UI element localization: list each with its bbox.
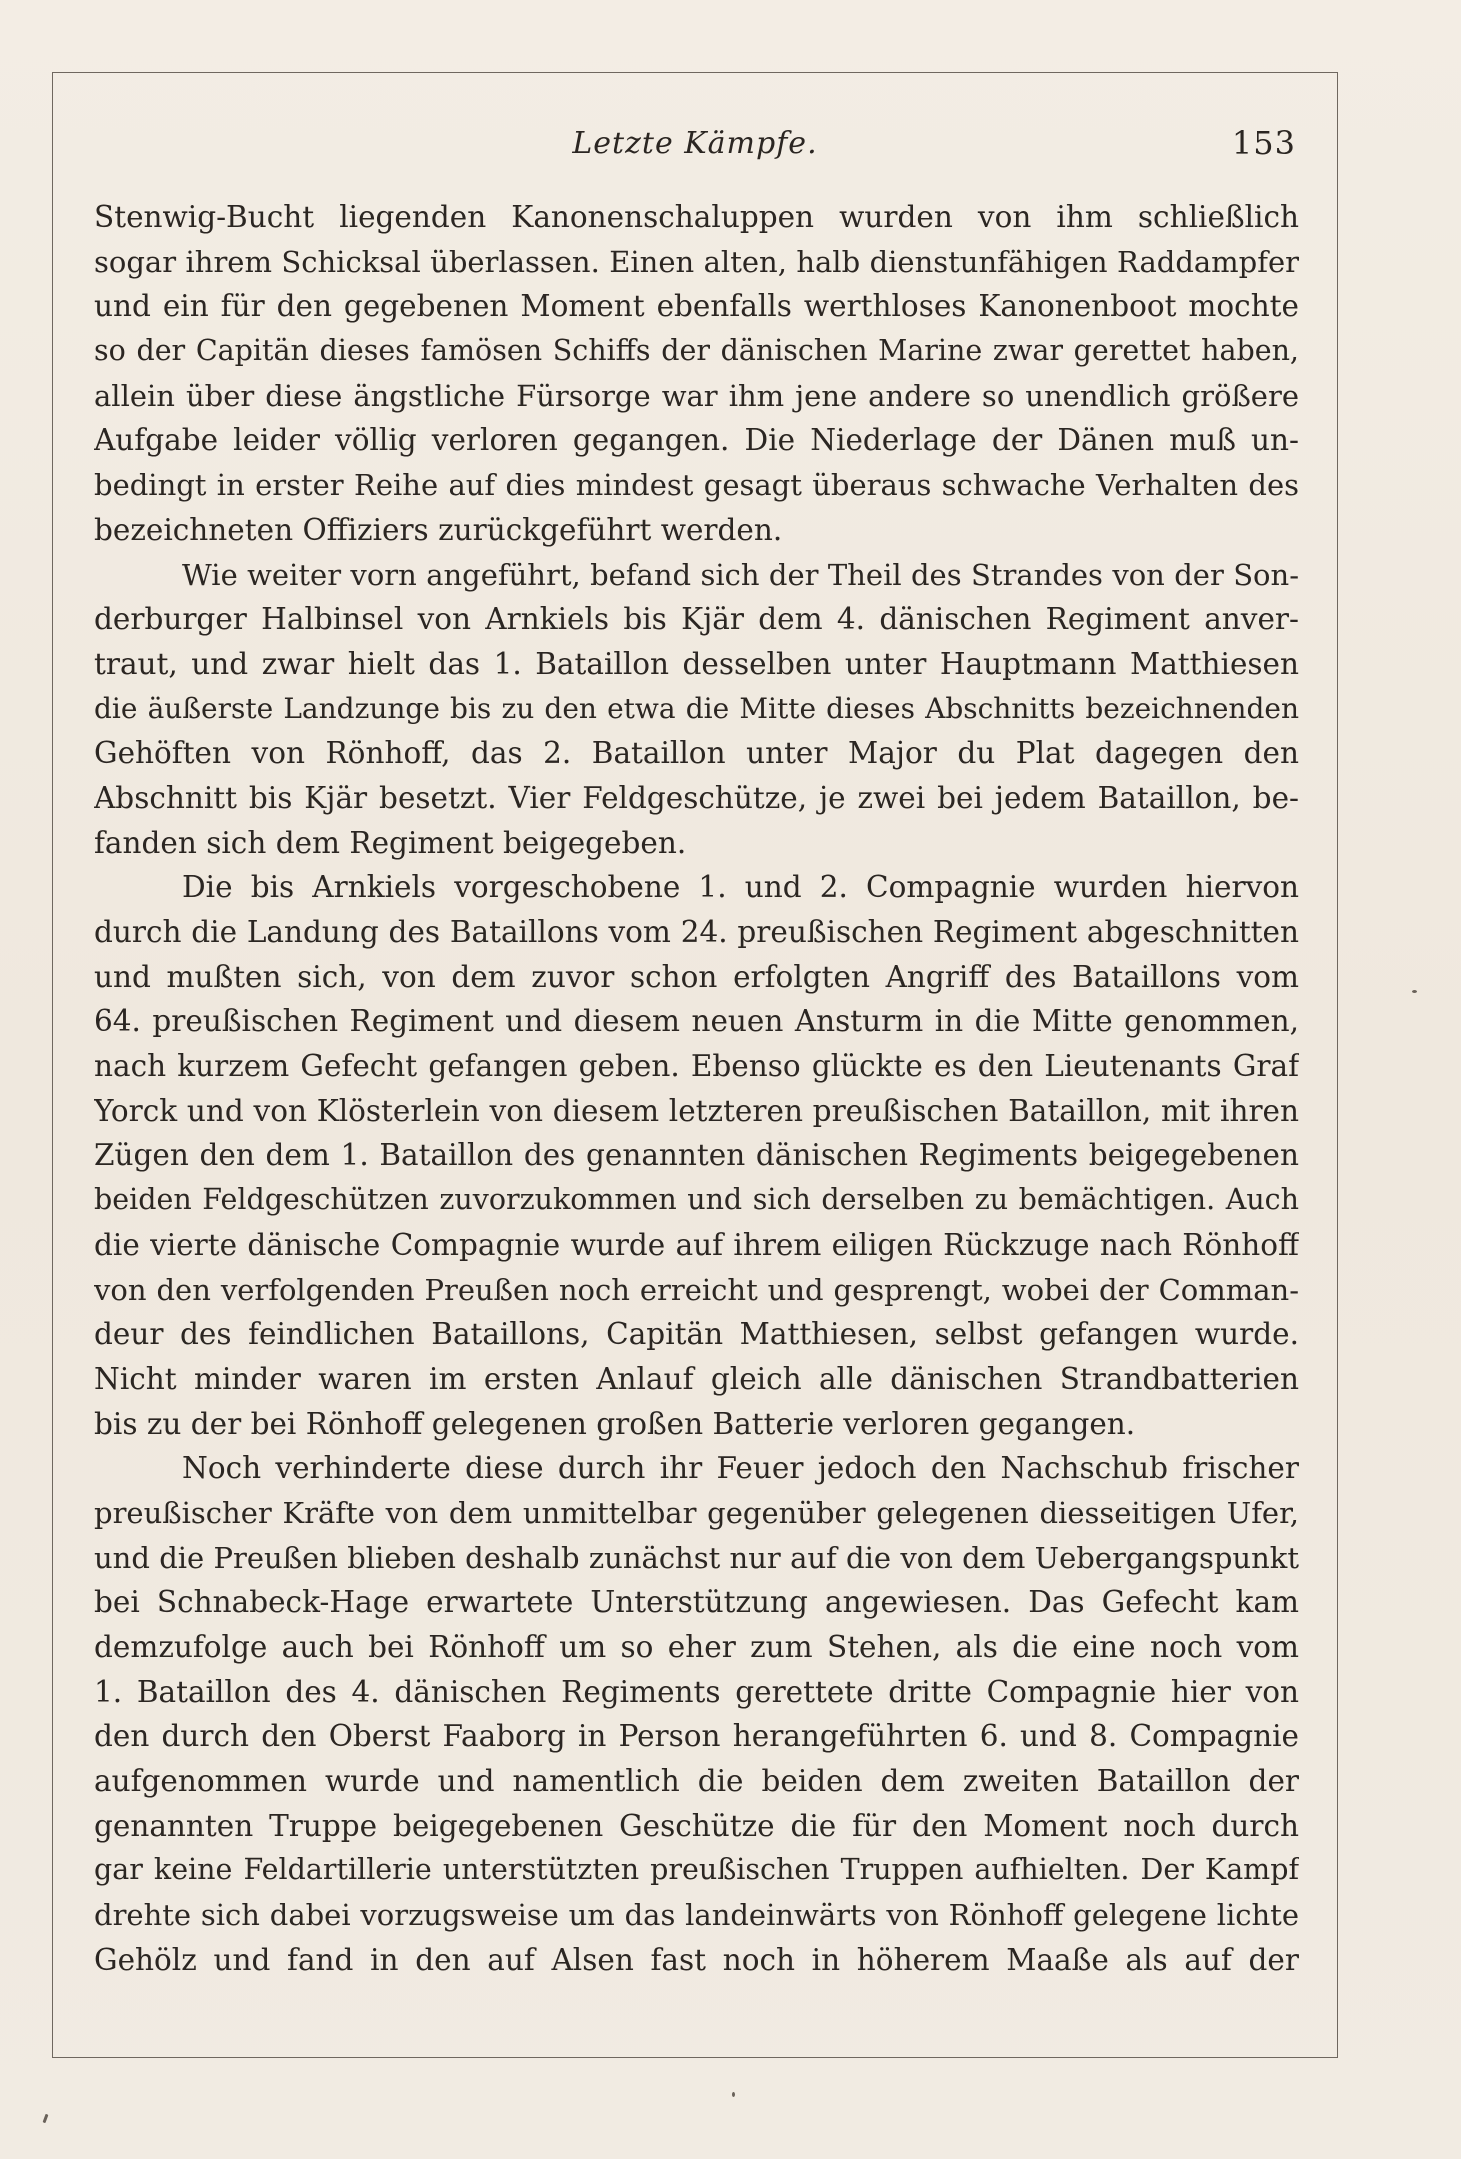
paper-speck [732,2092,735,2097]
text-line: Gehöften von Rönhoff, das 2. Bataillon unter Major du Plat dagegen den [94,736,1299,771]
text-line: Wie weiter vorn angeführt, befand sich der Theil des Strandes von der Son- [182,557,1299,592]
text-line: gar keine Feldartillerie unterstützten preußischen Truppen aufhielten. Der Kampf [94,1853,1299,1887]
running-head [90,122,1300,166]
text-line: beiden Feldgeschützen zuvorzukommen und sich derselben zu bemächtigen. Auch [94,1183,1299,1217]
text-line: von den verfolgenden Preußen noch erreicht und gesprengt, wobei der Comman- [94,1272,1299,1307]
text-line: und mußten sich, von dem zuvor schon erfolgten Angriff des Bataillons vom [94,959,1299,994]
text-line: den durch den Oberst Faaborg in Person herangeführten 6. und 8. Compagnie [94,1719,1299,1754]
text-line: und die Preußen blieben deshalb zunächst nur auf die von dem Uebergangspunkt [94,1540,1299,1575]
text-line: Zügen den dem 1. Bataillon des genannten dänischen Regiments beigegebenen [94,1138,1299,1173]
text-line: so der Capitän dieses famösen Schiffs der dänischen Marine zwar gerettet haben, [94,334,1299,368]
text-line: 1. Bataillon des 4. dänischen Regiments gerettete dritte Compagnie hier von [94,1674,1299,1709]
text-line: bis zu der bei Rönhoff gelegenen großen Batterie verloren gegangen. [94,1406,1136,1441]
text-line: fanden sich dem Regiment beigegeben. [94,825,687,860]
text-line: nach kurzem Gefecht gefangen geben. Ebenso glückte es den Lieutenants Graf [94,1049,1299,1084]
text-line: 64. preußischen Regiment und diesem neuen Ansturm in die Mitte genommen, [94,1004,1299,1039]
text-line: die vierte dänische Compagnie wurde auf ihrem eiligen Rückzuge nach Rönhoff [94,1227,1299,1262]
body-text [94,195,1299,1983]
text-line: und ein für den gegebenen Moment ebenfalls werthloses Kanonenboot mochte [94,289,1299,324]
page-number: 153 [1231,124,1296,162]
text-line: sogar ihrem Schicksal überlassen. Einen alten, halb dienstunfähigen Raddampfer [94,244,1299,279]
text-line: durch die Landung des Bataillons vom 24. preußischen Regiment abgeschnitten [94,915,1299,949]
text-line: Nicht minder waren im ersten Anlauf gleich alle dänischen Strandbatterien [94,1361,1299,1396]
text-line: deur des feindlichen Bataillons, Capitän Matthiesen, selbst gefangen wurde. [94,1317,1299,1352]
text-line: allein über diese ängstliche Fürsorge war ihm jene andere so unendlich größere [94,378,1299,413]
text-line: bedingt in erster Reihe auf dies mindest gesagt überaus schwache Verhalten des [94,468,1299,503]
text-line: bezeichneten Offiziers zurückgeführt werden. [94,512,783,547]
text-line: Noch verhinderte diese durch ihr Feuer jedoch den Nachschub frischer [182,1451,1299,1486]
paper-speck [43,2114,49,2123]
text-line: derburger Halbinsel von Arnkiels bis Kjär dem 4. dänischen Regiment anver- [94,602,1299,637]
paper-speck [1412,990,1417,993]
running-title: Letzte Kämpfe. [572,126,818,161]
text-line: Aufgabe leider völlig verloren gegangen. Die Niederlage der Dänen muß un- [94,423,1299,458]
text-line: die äußerste Landzunge bis zu den etwa die Mitte dieses Abschnitts bezeichnenden [94,691,1299,725]
text-line: Abschnitt bis Kjär besetzt. Vier Feldgeschütze, je zwei bei jedem Bataillon, be- [94,780,1299,815]
text-line: Yorck und von Klösterlein von diesem letzteren preußischen Bataillon, mit ihren [94,1093,1299,1128]
text-line: aufgenommen wurde und namentlich die beiden dem zweiten Bataillon der [94,1764,1299,1799]
text-line: genannten Truppe beigegebenen Geschütze die für den Moment noch durch [94,1808,1299,1843]
text-line: Stenwig-Bucht liegenden Kanonenschaluppen wurden von ihm schließlich [94,200,1299,234]
text-line: Die bis Arnkiels vorgeschobene 1. und 2. Compagnie wurden hiervon [182,870,1299,905]
text-line: preußischer Kräfte von dem unmittelbar gegenüber gelegenen diesseitigen Ufer, [94,1495,1299,1530]
text-line: bei Schnabeck-Hage erwartete Unterstützung angewiesen. Das Gefecht kam [94,1585,1299,1620]
text-line: drehte sich dabei vorzugsweise um das landeinwärts von Rönhoff gelegene lichte [94,1898,1299,1933]
text-line: Gehölz und fand in den auf Alsen fast noch in höherem Maaße als auf der [94,1942,1299,1977]
text-line: demzufolge auch bei Rönhoff um so eher zum Stehen, als die eine noch vom [94,1630,1299,1664]
text-line: traut, und zwar hielt das 1. Bataillon desselben unter Hauptmann Matthiesen [94,646,1299,681]
